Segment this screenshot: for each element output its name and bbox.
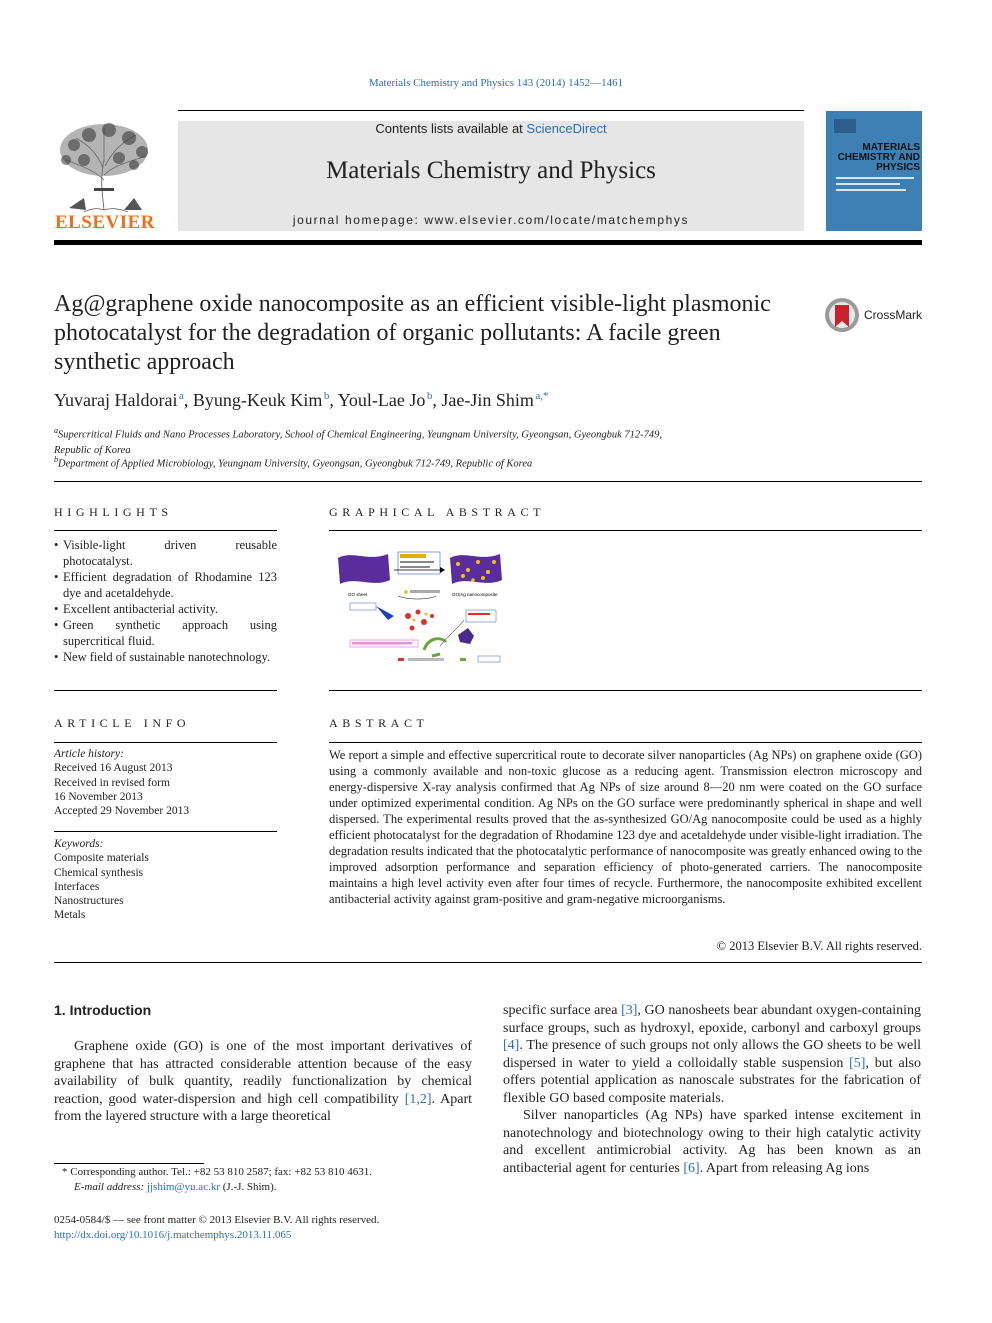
article-history-label: Article history:: [54, 748, 124, 760]
keyword: Chemical synthesis: [54, 866, 144, 879]
keywords-list: [54, 837, 277, 923]
history-entry: Received 16 August 2013: [54, 762, 173, 775]
crossmark-badge[interactable]: [824, 296, 924, 336]
journal-name: Materials Chemistry and Physics: [326, 157, 656, 184]
author-affiliation-mark[interactable]: b: [426, 390, 433, 402]
crossmark-icon: [824, 296, 860, 334]
sciencedirect-link[interactable]: ScienceDirect: [526, 121, 607, 136]
highlight-item: • Visible-light driven reusable photocatalyst.: [54, 537, 277, 569]
history-entry: Received in revised form: [54, 776, 170, 789]
journal-homepage-link[interactable]: www.elsevier.com/locate/matchemphys: [424, 213, 690, 227]
article-info-rule: [54, 742, 277, 743]
doi-link[interactable]: http://dx.doi.org/10.1016/j.matchemphys.2013.11.065: [54, 1229, 292, 1241]
abstract-rule: [329, 742, 922, 743]
corresponding-author-footnote: [54, 1165, 504, 1195]
keywords-rule: [54, 831, 277, 832]
keyword: Metals: [54, 909, 86, 922]
highlight-item: • Efficient degradation of Rhodamine 123 dye and acetaldehyde.: [54, 569, 277, 601]
contents-availability: Contents lists available at ScienceDirect: [375, 121, 607, 136]
citation-link[interactable]: [1,2]: [404, 1091, 432, 1107]
front-matter: [54, 1213, 504, 1243]
ga-label-go: GO sheet: [348, 592, 368, 597]
keyword: Interfaces: [54, 880, 100, 893]
elsevier-wordmark: ELSEVIER: [54, 212, 156, 233]
article-info-heading: ARTICLE INFO: [54, 716, 191, 730]
author-name[interactable]: Byung-Keuk Kim: [192, 390, 323, 410]
highlights-rule: [54, 530, 277, 531]
author-affiliation-mark[interactable]: b: [323, 390, 330, 402]
ga-goag-sheet: [450, 554, 502, 584]
history-entry: 16 November 2013: [54, 790, 143, 803]
highlight-item: • Excellent antibacterial activity.: [54, 601, 277, 617]
history-entry: Accepted 29 November 2013: [54, 805, 190, 818]
author-affiliation-mark[interactable]: a: [178, 390, 184, 402]
email-line: E-mail address: jjshim@yu.ac.kr (J.-J. Shim).: [74, 1181, 277, 1193]
paragraph: Silver nanoparticles (Ag NPs) have sparked intense excitement in nanotechnology and biotechnology owing to their high catalytic activity and excellent antimicrobial activity. Ag has been known as an antibacterial agent for centuries [6]. Apart from releasing Ag ions: [503, 1108, 921, 1176]
citation-link[interactable]: [4]: [503, 1038, 520, 1053]
affiliation-a: $^a$Supercritical Fluids and Nano Processes Laboratory, School of Chemical Engineering, Yeungnam University, Gyeongsan, Gyeongbuk 712-749, Republic of Korea: [54, 426, 662, 456]
email-link[interactable]: jjshim@yu.ac.kr: [146, 1181, 220, 1193]
author-name[interactable]: Jae-Jin Shim: [441, 390, 534, 410]
introduction-column-1: Graphene oxide (GO) is one of the most important derivatives of graphene that has attracted considerable attention because of the easy availability of bulk quantity, readily functionalization by chemical reaction, good water-dispersion and high cell compatibility [1,2]. Apart from the layered structure with a large theoretical: [54, 1039, 472, 1124]
title-block-rule: [54, 481, 922, 482]
journal-homepage: journal homepage: www.elsevier.com/locate/matchemphys: [292, 213, 690, 227]
author-affiliation-mark[interactable]: a,*: [535, 390, 549, 402]
keyword: Nanostructures: [54, 895, 124, 908]
header-top-rule: [178, 110, 804, 111]
abstract-text: We report a simple and effective supercritical route to decorate silver nanoparticles (Ag NPs) on graphene oxide (GO) using a commonly available and non-toxic glucose as a reducing agent. Transmission electron microscopy and energy-dispersive X-ray analysis confirmed that Ag NPs of size around 8—20 nm were coated on the GO surface under optimized experimental condition. Ag NPs on the GO surface were predominantly spherical in shape and well dispersed. The experimental results proved that the as-synthesized GO/Ag nanocomposite could be used as a highly efficient photocatalyst for the degradation of Rhodamine 123 dye and acetaldehyde under visible-light irradiation. The degradation results indicated that the photocatalytic performance of nanocomposite was greatly enhanced owing to the improved adsorption performance and separation efficiency of photo-generated carriers. The nanocomposite maintains a high level activity even after four times of recycle. Furthermore, the nanocomposite exhibited excellent antibacterial activity against gram-positive and gram-negative microorganisms.: [329, 748, 922, 906]
cover-line: [836, 177, 914, 179]
introduction-heading: 1. Introduction: [54, 1002, 152, 1018]
abstract-heading: ABSTRACT: [329, 716, 429, 730]
author-name[interactable]: Youl-Lae Jo: [337, 390, 426, 410]
highlight-item: • New field of sustainable nanotechnology.: [54, 649, 277, 665]
footnote-rule: [54, 1163, 204, 1164]
graphical-abstract-heading: GRAPHICAL ABSTRACT: [329, 505, 546, 519]
citation-link[interactable]: [3]: [621, 1003, 638, 1018]
author-name[interactable]: Yuvaraj Haldorai: [54, 390, 178, 410]
graphical-abstract-image[interactable]: [328, 540, 508, 670]
ga-label-goag: GO/Ag nanocomposite: [452, 592, 498, 597]
highlights-bottom-rule: [54, 690, 277, 691]
affiliation-b: $^b$Department of Applied Microbiology, Yeungnam University, Gyeongsan, Gyeongbuk 712-749, Republic of Korea: [54, 455, 533, 470]
highlights-heading: HIGHLIGHTS: [54, 505, 173, 519]
highlights-list: [54, 537, 277, 665]
graphical-abstract-rule: [329, 530, 922, 531]
front-matter-text: 0254-0584/$ — see front matter © 2013 Elsevier B.V. All rights reserved.: [54, 1214, 380, 1226]
corresponding-author: * Corresponding author. Tel.: +82 53 810 2587; fax: +82 53 810 4631.: [62, 1166, 372, 1178]
cover-emblem: [834, 119, 856, 133]
cover-line: [836, 183, 900, 185]
journal-cover-thumbnail[interactable]: [826, 111, 922, 231]
cover-line: [836, 189, 906, 191]
author-list: Yuvaraj Haldorai $^a$, Byung-Keuk Kim $^b$, Youl-Lae Jo $^b$, Jae-Jin Shim $^{a,*}$: [54, 390, 549, 410]
citation-link[interactable]: [6]: [683, 1160, 700, 1176]
article-history: [54, 747, 277, 818]
abstract-bottom-rule: [54, 962, 922, 963]
journal-citation[interactable]: Materials Chemistry and Physics 143 (2014) 1452—1461: [368, 77, 624, 89]
article-title: Ag@graphene oxide nanocomposite as an efficient visible-light plasmonic photocatalyst for the degradation of organic pollutants: A facile green synthetic approach: [54, 291, 771, 375]
header-bottom-rule: [54, 240, 922, 245]
graphical-abstract-bottom-rule: [329, 690, 922, 691]
paragraph: specific surface area [3], GO nanosheets bear abundant oxygen-containing surface groups, such as hydroxyl, epoxide, carbonyl and carboxyl groups [4]. The presence of such groups not only allows the GO sheets to be well dispersed in water to yield a colloidally stable suspension [5], but also offers potential application as nanoscale substrates for the fabrication of flexible GO based composite materials.: [503, 1003, 922, 1106]
crossmark-label: CrossMark: [864, 308, 923, 322]
keyword: Composite materials: [54, 852, 149, 865]
ga-go-sheet: [338, 554, 390, 584]
cover-title: MATERIALS CHEMISTRY AND PHYSICS: [837, 142, 920, 173]
highlight-item: • Green synthetic approach using supercritical fluid.: [54, 617, 277, 649]
abstract-copyright: © 2013 Elsevier B.V. All rights reserved.: [716, 939, 922, 953]
introduction-column-2: [503, 1002, 921, 1177]
keywords-label: Keywords:: [54, 838, 104, 850]
citation-link[interactable]: [5]: [849, 1055, 866, 1071]
